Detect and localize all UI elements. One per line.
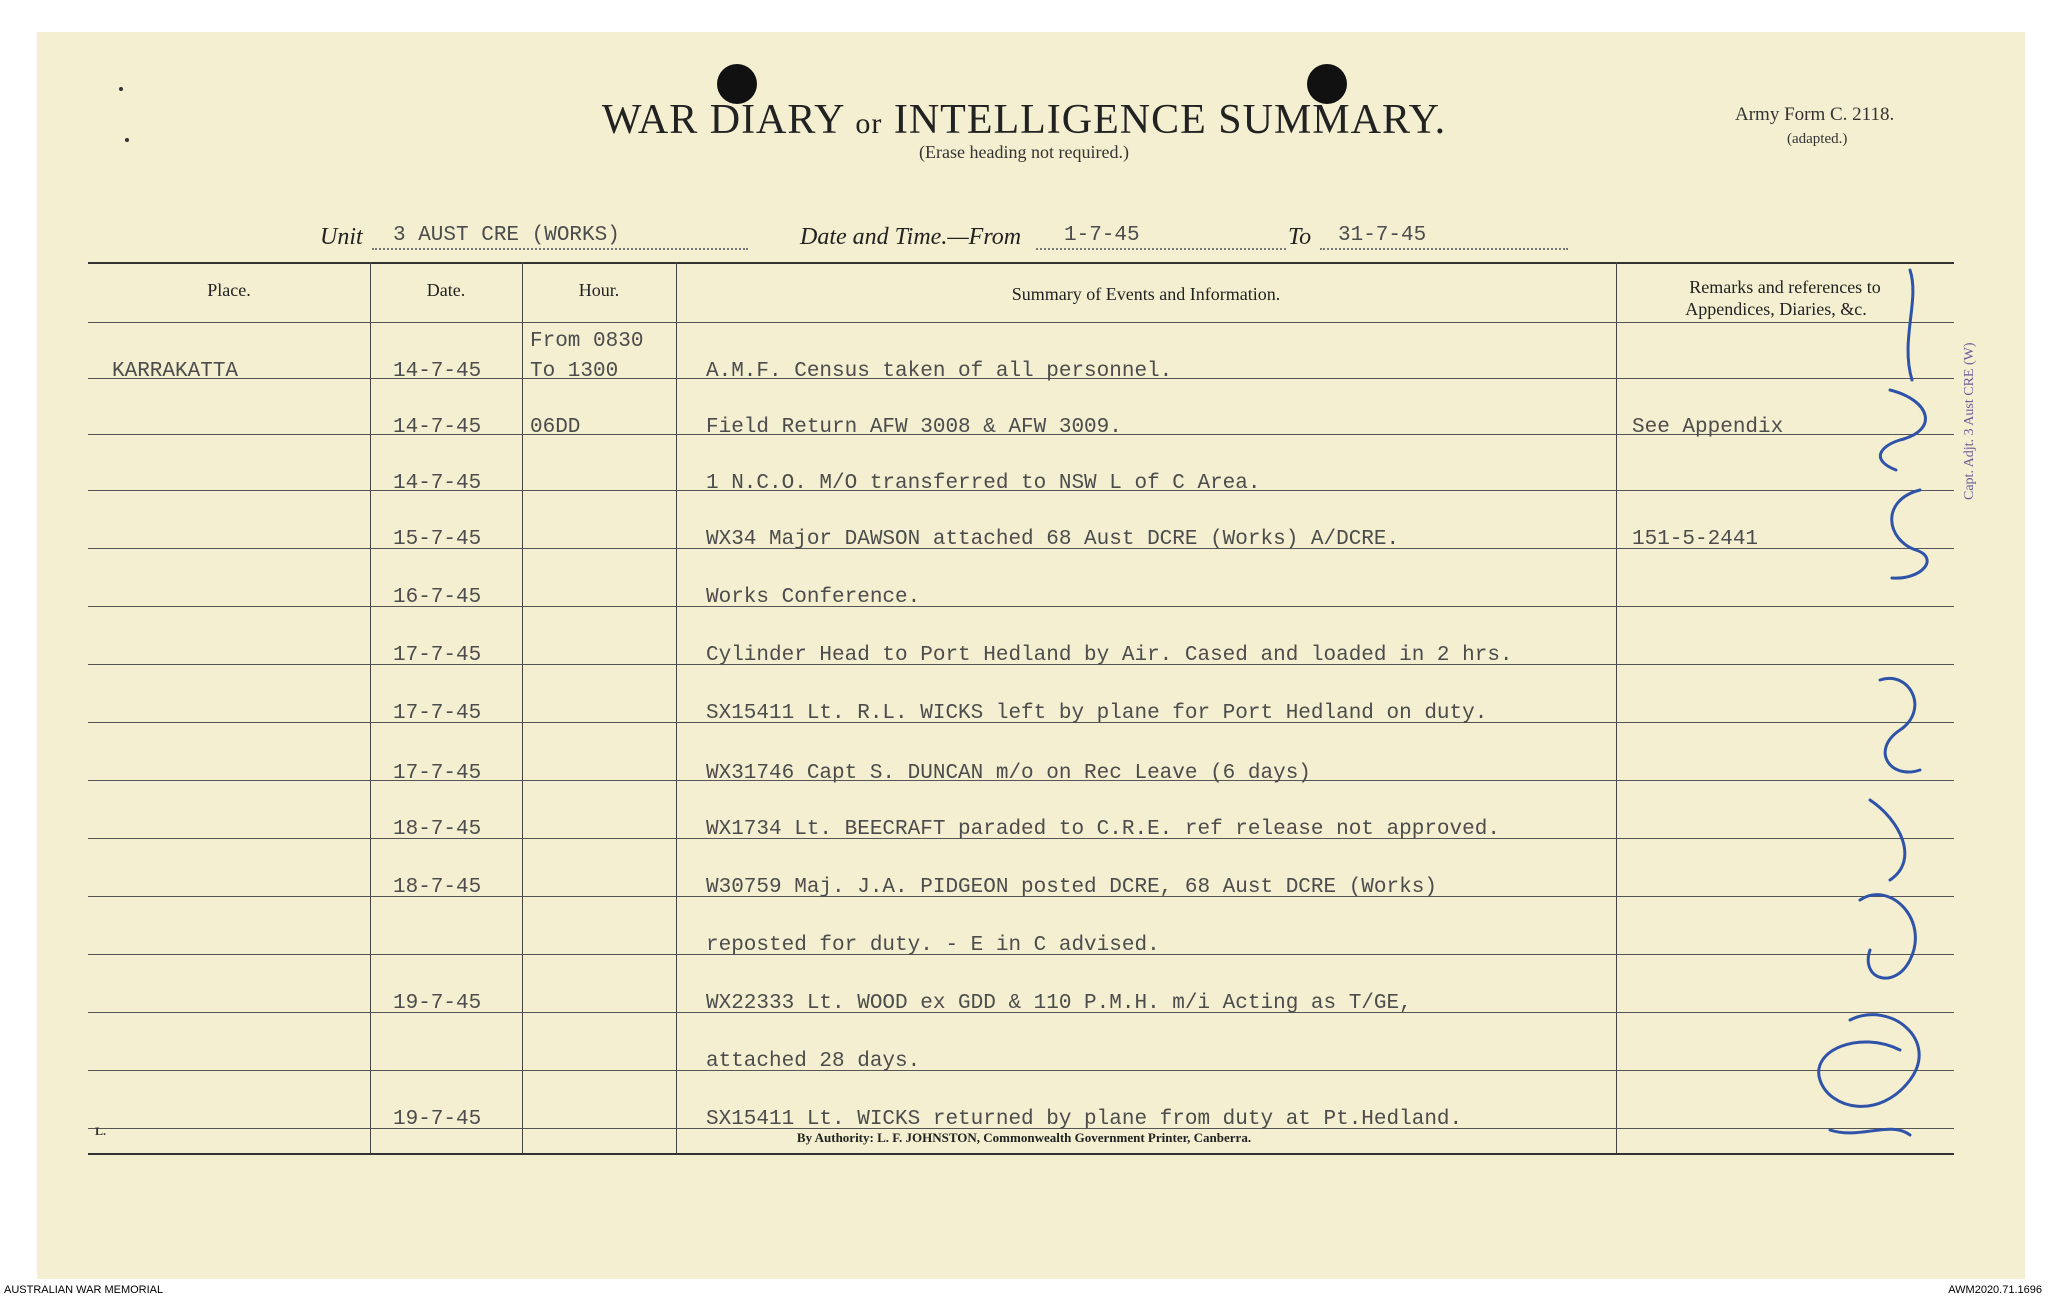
archive-reference: AWM2020.71.1696 [1948, 1284, 2042, 1296]
unit-dotted-line [372, 246, 748, 250]
cell-remarks: See Appendix [1632, 416, 1784, 439]
cell-date: 17-7-45 [393, 762, 482, 785]
header-remarks-line1: Remarks and references to [1689, 277, 1881, 297]
cell-summary: SX15411 Lt. WICKS returned by plane from duty at Pt.Hedland. [706, 1108, 1463, 1131]
archive-credit: AUSTRALIAN WAR MEMORIAL [4, 1284, 164, 1296]
officer-signature [1800, 260, 1980, 1160]
date-from-label: Date and Time.—From [800, 224, 1022, 250]
adapted-note: (adapted.) [1787, 131, 1848, 147]
adjutant-stamp: Capt. Adjt. 3 Aust CRE (W) [1962, 342, 1977, 500]
cell-summary: reposted for duty. - E in C advised. [706, 934, 1160, 957]
to-dotted-line [1320, 246, 1568, 250]
cell-hour: 06DD [530, 416, 581, 439]
cell-date: 17-7-45 [393, 644, 482, 667]
printer-authority: By Authority: L. F. JOHNSTON, Commonwealth Government Printer, Canberra. [796, 1130, 1252, 1145]
cell-date: 19-7-45 [393, 1108, 482, 1131]
cell-hour: From 0830 [530, 330, 644, 353]
cell-summary: Field Return AFW 3008 & AFW 3009. [706, 416, 1122, 439]
column-divider-summary [1616, 262, 1617, 1153]
cell-place: KARRAKATTA [112, 360, 239, 383]
cell-date: 15-7-45 [393, 528, 482, 551]
cell-remarks: 151-5-2441 [1632, 528, 1759, 551]
cell-date: 17-7-45 [393, 702, 482, 725]
table-top-rule [88, 262, 1954, 264]
footer-mark: L. [95, 1124, 107, 1138]
column-divider-place [370, 262, 371, 1153]
header-hour: Hour. [578, 280, 620, 300]
date-to-value: 31-7-45 [1338, 224, 1427, 247]
cell-summary: Cylinder Head to Port Hedland by Air. Cased and loaded in 2 hrs. [706, 644, 1513, 667]
cell-summary: W30759 Maj. J.A. PIDGEON posted DCRE, 68 Aust DCRE (Works) [706, 876, 1437, 899]
erase-note: (Erase heading not required.) [919, 142, 1129, 162]
cell-date: 19-7-45 [393, 992, 482, 1015]
cell-date: 14-7-45 [393, 360, 482, 383]
from-dotted-line [1036, 246, 1286, 250]
page-title: WAR DIARY or INTELLIGENCE SUMMARY. [601, 97, 1447, 143]
header-summary: Summary of Events and Information. [1011, 284, 1281, 304]
row-rule [88, 606, 1954, 607]
cell-date: 16-7-45 [393, 586, 482, 609]
column-divider-date [522, 262, 523, 1153]
army-form-number: Army Form C. 2118. [1735, 104, 1895, 125]
header-remarks-line2: Appendices, Diaries, &c. [1685, 299, 1867, 319]
cell-summary: WX31746 Capt S. DUNCAN m/o on Rec Leave (6 days) [706, 762, 1311, 785]
speck [119, 87, 123, 91]
cell-summary: WX1734 Lt. BEECRAFT paraded to C.R.E. ref release not approved. [706, 818, 1500, 841]
cell-summary: SX15411 Lt. R.L. WICKS left by plane for Port Hedland on duty. [706, 702, 1488, 725]
unit-label: Unit [320, 224, 363, 250]
cell-summary: WX22333 Lt. WOOD ex GDD & 110 P.M.H. m/i Acting as T/GE, [706, 992, 1412, 1015]
cell-summary: A.M.F. Census taken of all personnel. [706, 360, 1173, 383]
row-rule [88, 322, 1954, 323]
cell-date: 14-7-45 [393, 472, 482, 495]
column-divider-hour [676, 262, 677, 1153]
cell-date: 14-7-45 [393, 416, 482, 439]
cell-summary: Works Conference. [706, 586, 921, 609]
row-rule [88, 1070, 1954, 1071]
table-bottom-rule [88, 1153, 1954, 1155]
cell-summary: WX34 Major DAWSON attached 68 Aust DCRE (Works) A/DCRE. [706, 528, 1400, 551]
header-date: Date. [426, 280, 466, 300]
cell-summary: attached 28 days. [706, 1050, 921, 1073]
header-place: Place. [207, 280, 251, 300]
unit-value: 3 AUST CRE (WORKS) [393, 224, 620, 247]
cell-summary: 1 N.C.O. M/O transferred to NSW L of C Area. [706, 472, 1261, 495]
date-to-label: To [1288, 224, 1312, 250]
cell-date: 18-7-45 [393, 876, 482, 899]
cell-hour-line2: To 1300 [530, 360, 619, 383]
date-from-value: 1-7-45 [1064, 224, 1140, 247]
cell-date: 18-7-45 [393, 818, 482, 841]
